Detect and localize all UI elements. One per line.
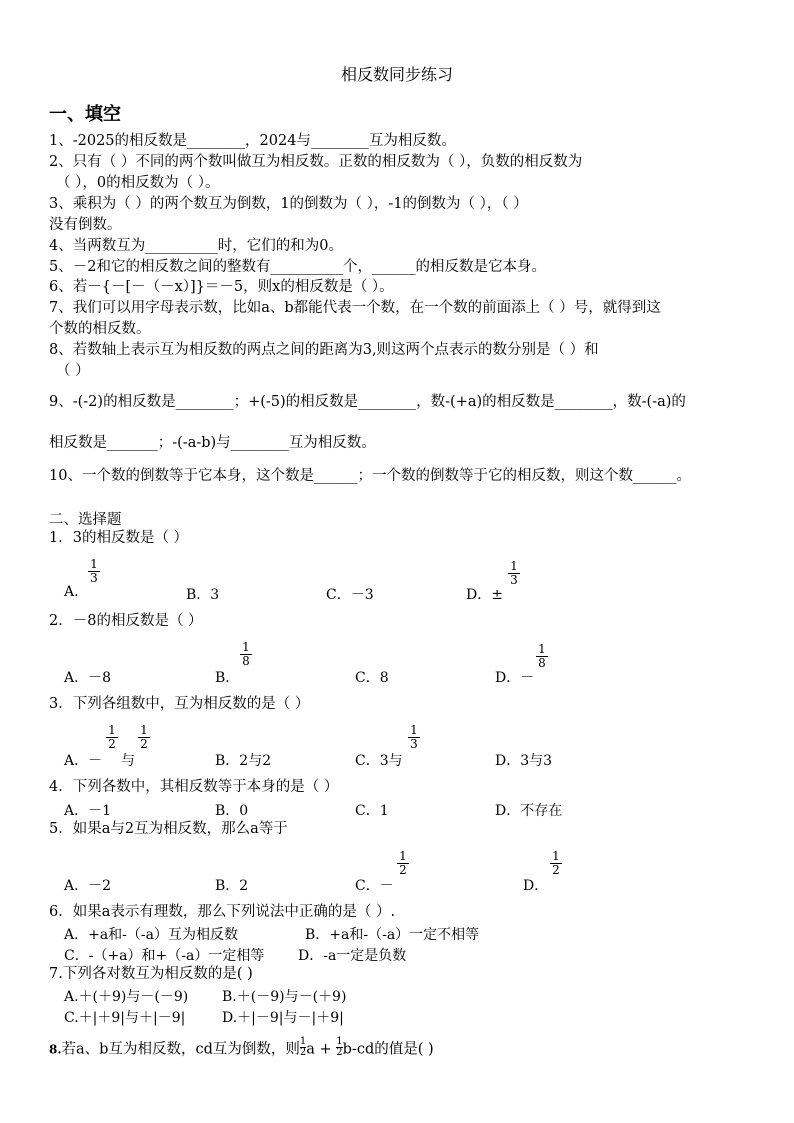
q2-d-fraction: $\frac{1}{8}$	[536, 643, 548, 670]
q2-option-d: D．－	[495, 670, 535, 686]
q8-term-b: b-cd的值是( )	[342, 1041, 434, 1058]
q1-option-a: A.	[64, 584, 79, 600]
q3-option-a: A．－	[64, 753, 103, 769]
q8-number: 8.	[49, 1042, 62, 1057]
q1-option-b: B．3	[186, 587, 220, 603]
q3-option-c: C．3与	[355, 753, 403, 769]
q7-option-a: A.＋(＋9)与－(－9)	[64, 989, 189, 1005]
choice-q7: 7.下列各对数互为相反数的是( )	[49, 966, 253, 982]
q3-option-b: B．2与2	[215, 753, 272, 769]
q2-option-b: B．	[215, 670, 240, 686]
page-title: 相反数同步练习	[340, 65, 453, 84]
q2-b-fraction: $\frac{1}{8}$	[240, 641, 252, 668]
q5-option-c: C．－	[355, 878, 394, 894]
fill-q9-cont: 相反数是_______；-(-a-b)与________互为相反数。	[49, 435, 376, 451]
q3-option-a-conj: 与	[121, 753, 135, 769]
q7-option-d: D.＋|－9|与－|＋9|	[222, 1010, 344, 1026]
q8-fraction-2: $\frac{1}{2}$	[336, 1036, 343, 1058]
q7-option-b: B.＋(－9)与－(＋9)	[222, 989, 347, 1005]
choice-q3: 3．下列各组数中，互为相反数的是（ ）	[49, 696, 310, 712]
fill-q8: 8、若数轴上表示互为相反数的两点之间的距离为3,则这两个点表示的数分别是（ ）和	[49, 342, 599, 358]
q5-option-b: B．2	[215, 878, 249, 894]
choice-q4: 4．下列各数中，其相反数等于本身的是（ ）	[49, 779, 339, 795]
fill-q2-cont: （ ），0的相反数为（ ）。	[56, 175, 220, 191]
q8-term-a: a +	[306, 1041, 337, 1058]
q6-option-c: C．-（+a）和+（-a）一定相等	[64, 948, 265, 964]
section-heading-fill: 一、填空	[49, 104, 121, 125]
q3-c-fraction: $\frac{1}{3}$	[408, 724, 420, 751]
q4-option-b: B．0	[215, 803, 249, 819]
choice-q6: 6．如果a表示有理数，那么下列说法中正确的是（ ）.	[49, 904, 396, 920]
q3-a-fraction-1: $\frac{1}{2}$	[106, 724, 118, 751]
fill-q1: 1、-2025的相反数是________，2024与________互为相反数。	[49, 133, 456, 149]
fill-q3-cont: 没有倒数。	[49, 217, 122, 233]
choice-q8	[49, 1036, 434, 1060]
q4-option-c: C．1	[355, 803, 389, 819]
q6-option-d: D．-a一定是负数	[298, 948, 407, 964]
fill-q3: 3、乘积为（ ）的两个数互为倒数，1的倒数为（ ），-1的倒数为（ ），（ ）	[49, 196, 528, 212]
q1-d-fraction: $\frac{1}{3}$	[508, 560, 520, 587]
fill-q6: 6、若－{－[－（－x）]}＝－5，则x的相反数是（ ）。	[49, 279, 394, 295]
q3-option-d: D．3与3	[495, 753, 553, 769]
choice-q1: 1．3的相反数是（ ）	[49, 530, 189, 546]
fill-q7: 7、我们可以用字母表示数，比如a、b都能代表一个数，在一个数的前面添上（ ）号，就得到这	[49, 300, 661, 316]
q1-option-d: D．±	[466, 587, 503, 603]
q4-option-d: D．不存在	[495, 803, 563, 819]
choice-q5: 5．如果a与2互为相反数，那么a等于	[49, 821, 288, 837]
fill-q4: 4、当两数互为__________时，它们的和为0。	[49, 238, 343, 254]
choice-q2: 2．－8的相反数是（ ）	[49, 613, 203, 629]
q5-option-a: A．－2	[64, 878, 112, 894]
q8-stem: 若a、b互为相反数，cd互为倒数，则	[61, 1041, 300, 1058]
q7-option-c: C.＋|＋9|与＋|－9|	[64, 1010, 186, 1026]
q6-option-b: B．+a和-（-a）一定不相等	[305, 927, 480, 943]
fill-q10: 10、一个数的倒数等于它本身，这个数是______；一个数的倒数等于它的相反数，则这个数______。	[49, 468, 691, 484]
fill-q9: 9、-(-2)的相反数是________；+(-5)的相反数是________，数-(+a)的相反数是________，数-(-a)的	[49, 394, 686, 410]
q2-option-c: C．8	[355, 670, 389, 686]
section-heading-choice: 二、选择题	[49, 512, 122, 528]
q1-option-c: C．－3	[326, 587, 374, 603]
q2-option-a: A．－8	[64, 670, 112, 686]
fill-q7-cont: 个数的相反数。	[49, 321, 151, 337]
q8-fraction-1: $\frac{1}{2}$	[299, 1036, 307, 1058]
q5-option-d: D．	[523, 878, 549, 894]
q3-a-fraction-2: $\frac{1}{2}$	[138, 724, 150, 751]
fill-q2: 2、只有（ ）不同的两个数叫做互为相反数。正数的相反数为（ ），负数的相反数为	[49, 154, 583, 170]
q5-d-fraction: $\frac{1}{2}$	[550, 850, 562, 877]
fill-q8-cont: （ ）	[56, 363, 90, 379]
fill-q5: 5、－2和它的相反数之间的整数有__________个，______的相反数是它本身。	[49, 259, 546, 275]
q5-c-fraction: $\frac{1}{2}$	[397, 850, 409, 877]
q1-a-fraction: $\frac{1}{3}$	[88, 558, 100, 585]
q6-option-a: A．+a和-（-a）互为相反数	[64, 927, 238, 943]
q4-option-a: A．－1	[64, 803, 112, 819]
